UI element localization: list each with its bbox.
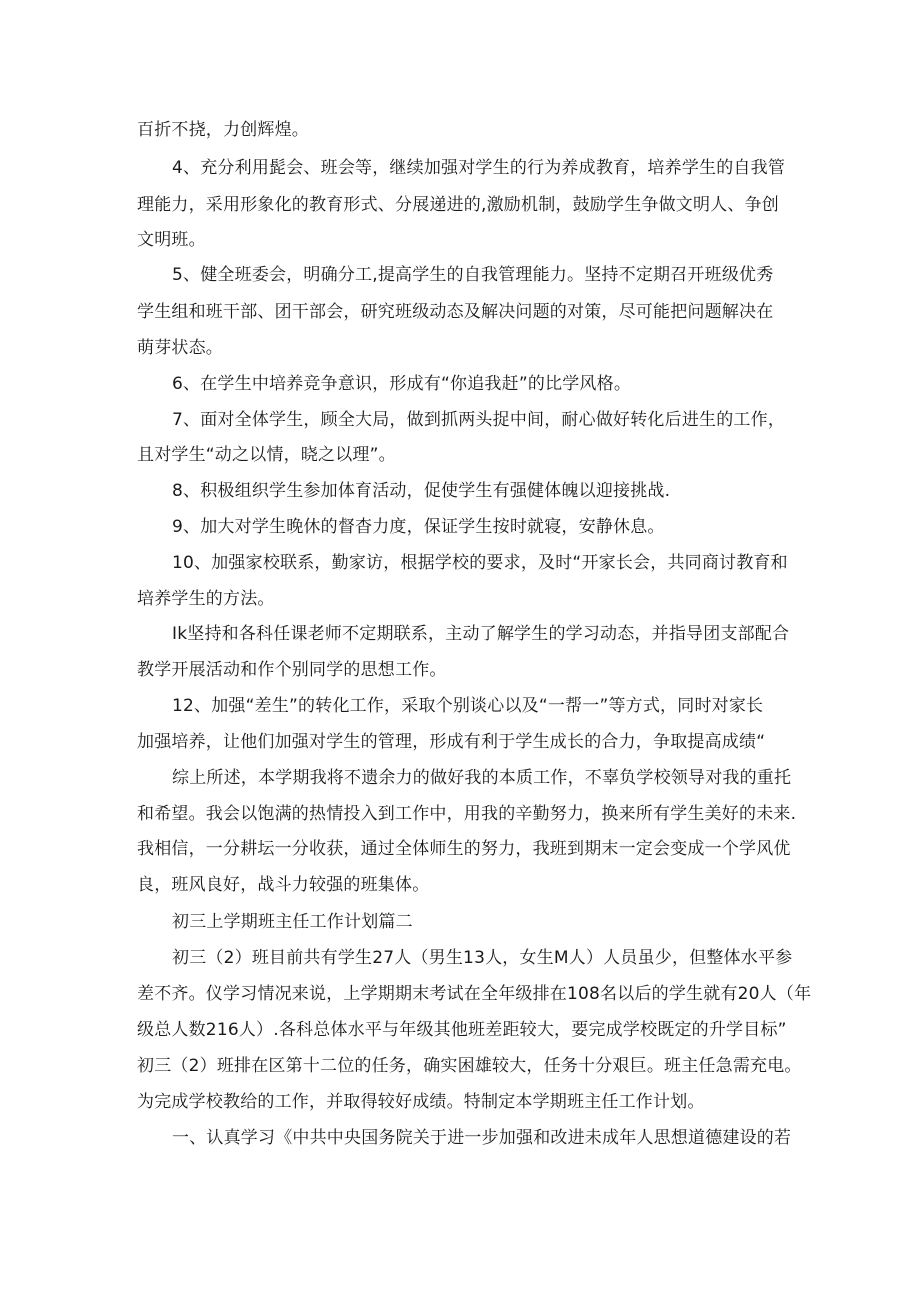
text-line: 加强培养，让他们加强对学生的管理，形成有利于学生成长的合力，争取提高成绩“ bbox=[137, 732, 766, 752]
text-line: 文明班。 bbox=[137, 230, 206, 250]
section-heading: 初三上学期班主任工作计划篇二 bbox=[172, 912, 413, 932]
text-line: 为完成学校教给的工作，并取得较好成绩。特制定本学期班主任工作计划。 bbox=[137, 1092, 705, 1112]
text-line: 4、充分利用髭会、班会等，继续加强对学生的行为养成教育，培养学生的自我管 bbox=[172, 158, 786, 178]
text-line: 8、积极组织学生参加体育活动，促使学生有强健体魄以迎接挑战. bbox=[172, 481, 671, 501]
text-line: 理能力，采用形象化的教育形式、分展递进的,激励机制，鼓励学生争做文明人、争创 bbox=[137, 195, 780, 215]
text-line: 一、认真学习《中共中央国务院关于进一步加强和改进未成年人思想道德建设的若 bbox=[172, 1128, 792, 1148]
text-line: Ik坚持和各科任课老师不定期联系，主动了解学生的学习动态，并指导团支部配合 bbox=[172, 624, 790, 644]
text-line: 初三（2）班目前共有学生27人（男生13人，女生M人）人员虽少，但整体水平参 bbox=[172, 948, 793, 968]
text-line: 萌芽状态。 bbox=[137, 338, 223, 358]
text-line: 百折不挠，力创辉煌。 bbox=[137, 120, 309, 140]
text-line: 教学开展活动和作个别同学的思想工作。 bbox=[137, 660, 447, 680]
text-line: 培养学生的方法。 bbox=[137, 589, 275, 609]
text-line: 良，班风良好，战斗力较强的班集体。 bbox=[137, 875, 430, 895]
text-line: 12、加强“差生”的转化工作，采取个别谈心以及“一帮一”等方式，同时对家长 bbox=[172, 696, 764, 716]
text-line: 差不齐。仪学习情况来说，上学期期末考试在全年级排在108名以后的学生就有20人（年 bbox=[137, 984, 812, 1004]
text-line: 综上所述，本学期我将不遗余力的做好我的本质工作，不辜负学校领导对我的重托 bbox=[172, 768, 792, 788]
text-line: 和希望。我会以饱满的热情投入到工作中，用我的辛勤努力，换来所有学生美好的未来. bbox=[137, 804, 797, 824]
text-line: 且对学生“动之以情，晓之以理”。 bbox=[137, 445, 396, 465]
text-line: 10、加强家校联系，勤家访，根据学校的要求，及时“开家长会，共同商讨教育和 bbox=[172, 553, 788, 573]
text-line: 6、在学生中培养竞争意识，形成有“你追我赶”的比学风格。 bbox=[172, 374, 632, 394]
text-line: 初三（2）班排在区第十二位的任务，确实困雄较大，任务十分艰巨。班主任急需充电。 bbox=[137, 1056, 802, 1076]
text-line: 9、加大对学生晚休的督杳力度，保证学生按时就寝，安静休息。 bbox=[172, 517, 665, 537]
text-line: 级总人数216人）.各科总体水平与年级其他班差距较大，要完成学校既定的升学目标” bbox=[137, 1020, 787, 1040]
text-line: 学生组和班干部、团干部会，研究班级动态及解决问题的对策，尽可能把问题解决在 bbox=[137, 302, 774, 322]
text-line: 我相信，一分耕坛一分收获，通过全体师生的努力，我班到期末一定会变成一个学风优 bbox=[137, 839, 791, 859]
text-line: 7、面对全体学生，顾全大局，做到抓两头捉中间，耐心做好转化后进生的工作， bbox=[172, 410, 786, 430]
text-line: 5、健全班委会，明确分工,提高学生的自我管理能力。坚持不定期召开班级优秀 bbox=[172, 265, 774, 285]
